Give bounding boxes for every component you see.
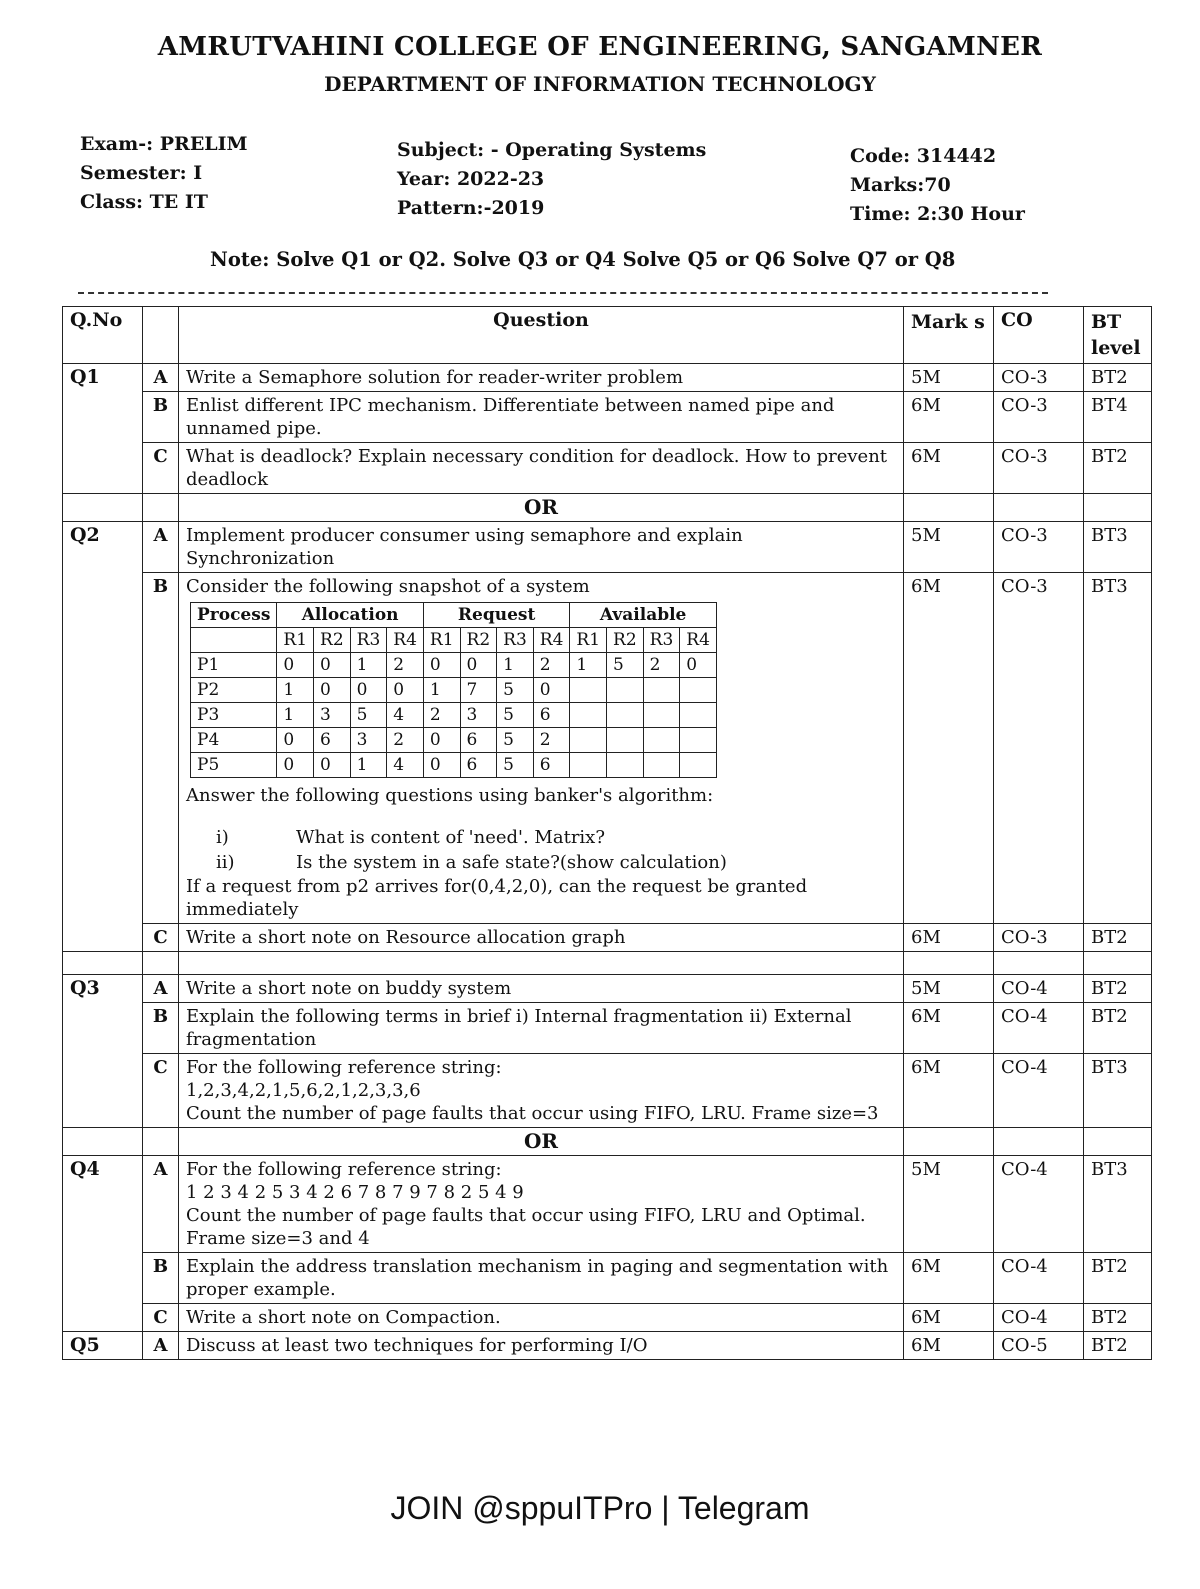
total-marks: Marks:70	[850, 174, 951, 196]
question-number: Q5	[63, 1332, 143, 1360]
snapshot-cell: 1	[423, 678, 460, 703]
co-cell: CO-4	[994, 1253, 1084, 1304]
snapshot-cell: 1	[277, 678, 314, 703]
marks-cell: 6M	[904, 1332, 994, 1360]
pattern: Pattern:-2019	[397, 197, 545, 219]
co-cell: CO-4	[994, 975, 1084, 1003]
snapshot-cell: 0	[680, 653, 717, 678]
or-row	[63, 1128, 1152, 1156]
snapshot-cell: 3	[460, 703, 497, 728]
co-cell: CO-3	[994, 364, 1084, 392]
process-cell: P3	[191, 703, 277, 728]
snapshot-cell: 0	[277, 653, 314, 678]
year: Year: 2022-23	[397, 168, 545, 190]
bt-cell: BT2	[1084, 924, 1152, 952]
process-cell: P4	[191, 728, 277, 753]
group-allocation: Allocation	[277, 603, 424, 628]
snapshot-cell: 0	[314, 753, 351, 778]
question-text: Write a short note on buddy system	[179, 975, 904, 1003]
question-number: Q1	[63, 364, 143, 494]
co-cell: CO-4	[994, 1304, 1084, 1332]
sub-label: B	[143, 1003, 179, 1054]
co-cell: CO-4	[994, 1156, 1084, 1253]
instructions-note: Note: Solve Q1 or Q2. Solve Q3 or Q4 Solve Q5 or Q6 Solve Q7 or Q8	[210, 248, 956, 271]
bankers-request-question: If a request from p2 arrives for(0,4,2,0), can the request be granted immediately	[186, 876, 808, 920]
col-header: R2	[314, 628, 351, 653]
bt-cell: BT3	[1084, 1156, 1152, 1253]
bt-cell: BT2	[1084, 1304, 1152, 1332]
sub-label: B	[143, 392, 179, 443]
snapshot-cell: 0	[533, 678, 570, 703]
snapshot-cell: 5	[497, 703, 534, 728]
snapshot-row	[191, 728, 717, 753]
college-name: AMRUTVAHINI COLLEGE OF ENGINEERING, SANGAMNER	[157, 32, 1043, 62]
snapshot-cell	[570, 753, 607, 778]
snapshot-cell: 7	[460, 678, 497, 703]
table-row	[63, 924, 1152, 952]
exam-meta-right	[850, 142, 1025, 229]
marks-cell: 5M	[904, 1156, 994, 1253]
marks-cell: 6M	[904, 1054, 994, 1128]
table-row	[63, 1253, 1152, 1304]
co-cell: CO-4	[994, 1003, 1084, 1054]
snapshot-cell	[680, 728, 717, 753]
col-header: R1	[277, 628, 314, 653]
table-row	[63, 364, 1152, 392]
dashed-divider	[78, 292, 1048, 294]
snapshot-cell: 2	[643, 653, 680, 678]
snapshot-cell	[570, 678, 607, 703]
snapshot-cell	[643, 703, 680, 728]
col-header: R3	[350, 628, 387, 653]
header-bt: BT level	[1084, 307, 1152, 364]
col-header: R2	[460, 628, 497, 653]
question-number: Q3	[63, 975, 143, 1128]
sub-label: C	[143, 924, 179, 952]
header-marks: Mark s	[904, 307, 994, 364]
snapshot-cell: 0	[277, 728, 314, 753]
snapshot-cell: 0	[387, 678, 424, 703]
sub-label: A	[143, 522, 179, 573]
snapshot-cell: 4	[387, 753, 424, 778]
col-header: R3	[643, 628, 680, 653]
list-text: What is content of 'need'. Matrix?	[296, 827, 605, 848]
snapshot-cell: 2	[423, 703, 460, 728]
bt-cell: BT3	[1084, 522, 1152, 573]
col-header: R1	[570, 628, 607, 653]
co-cell: CO-3	[994, 573, 1084, 924]
snapshot-cell: 1	[277, 703, 314, 728]
process-cell: P2	[191, 678, 277, 703]
question-text: What is deadlock? Explain necessary condition for deadlock. How to prevent deadlock	[179, 443, 904, 494]
header-co: CO	[994, 307, 1084, 364]
marks-cell: 6M	[904, 1003, 994, 1054]
snapshot-cell	[680, 753, 717, 778]
header-question: Question	[179, 307, 904, 364]
marks-cell: 5M	[904, 522, 994, 573]
snapshot-cell: 5	[497, 753, 534, 778]
question-text: Write a Semaphore solution for reader-writer problem	[179, 364, 904, 392]
process-cell: P1	[191, 653, 277, 678]
group-process: Process	[191, 603, 277, 628]
sub-label: A	[143, 1156, 179, 1253]
table-header-row	[63, 307, 1152, 364]
bankers-question-list	[216, 825, 896, 875]
co-cell: CO-5	[994, 1332, 1084, 1360]
co-cell: CO-3	[994, 924, 1084, 952]
list-text: Is the system in a safe state?(show calculation)	[296, 852, 727, 873]
group-available: Available	[570, 603, 717, 628]
table-row	[63, 1156, 1152, 1253]
snapshot-cell: 6	[314, 728, 351, 753]
snapshot-cell	[643, 678, 680, 703]
snapshot-cell: 0	[314, 653, 351, 678]
snapshot-cell: 2	[533, 728, 570, 753]
snapshot-cell: 6	[533, 703, 570, 728]
snapshot-cell: 5	[497, 678, 534, 703]
col-header: R4	[680, 628, 717, 653]
sub-label: C	[143, 443, 179, 494]
bt-cell: BT3	[1084, 573, 1152, 924]
snapshot-cell: 0	[350, 678, 387, 703]
snapshot-cell: 5	[350, 703, 387, 728]
sub-label: A	[143, 1332, 179, 1360]
snapshot-cell: 6	[460, 753, 497, 778]
co-cell: CO-4	[994, 1054, 1084, 1128]
question-text-banker	[179, 573, 904, 924]
reference-string: 1,2,3,4,2,1,5,6,2,1,2,3,3,6	[186, 1080, 421, 1101]
marks-cell: 5M	[904, 975, 994, 1003]
snapshot-cell: 2	[533, 653, 570, 678]
snapshot-cell: 1	[350, 753, 387, 778]
subject: Subject: - Operating Systems	[397, 139, 707, 161]
snapshot-cell	[607, 753, 644, 778]
sub-label: A	[143, 975, 179, 1003]
snapshot-col-header	[191, 628, 717, 653]
sub-label: C	[143, 1054, 179, 1128]
question-number: Q4	[63, 1156, 143, 1332]
table-row	[63, 1054, 1152, 1128]
snapshot-cell: 1	[350, 653, 387, 678]
snapshot-cell	[643, 753, 680, 778]
bt-cell: BT4	[1084, 392, 1152, 443]
snapshot-cell: 0	[314, 678, 351, 703]
snapshot-cell	[607, 728, 644, 753]
snapshot-body	[191, 653, 717, 778]
snapshot-intro: Consider the following snapshot of a system	[186, 576, 590, 597]
col-header: R2	[607, 628, 644, 653]
table-row	[63, 1332, 1152, 1360]
snapshot-row	[191, 703, 717, 728]
snapshot-row	[191, 653, 717, 678]
department-name: DEPARTMENT OF INFORMATION TECHNOLOGY	[324, 72, 876, 96]
or-separator: OR	[179, 494, 904, 522]
sub-label: B	[143, 573, 179, 924]
snapshot-cell: 0	[460, 653, 497, 678]
marks-cell: 5M	[904, 364, 994, 392]
snapshot-cell	[680, 678, 717, 703]
subject-code: Code: 314442	[850, 145, 997, 167]
snapshot-cell: 6	[533, 753, 570, 778]
class: Class: TE IT	[80, 191, 208, 213]
marks-cell: 6M	[904, 573, 994, 924]
exam-meta-center	[397, 136, 706, 223]
co-cell: CO-3	[994, 522, 1084, 573]
marks-cell: 6M	[904, 443, 994, 494]
snapshot-cell: 0	[423, 728, 460, 753]
bt-cell: BT2	[1084, 975, 1152, 1003]
snapshot-cell: 5	[497, 728, 534, 753]
snapshot-row	[191, 678, 717, 703]
snapshot-cell: 2	[387, 653, 424, 678]
list-item	[216, 850, 896, 875]
col-header: R3	[497, 628, 534, 653]
bt-cell: BT2	[1084, 1332, 1152, 1360]
col-header: R1	[423, 628, 460, 653]
marks-cell: 6M	[904, 1304, 994, 1332]
snapshot-cell: 1	[497, 653, 534, 678]
sub-label: A	[143, 364, 179, 392]
question-table	[62, 306, 1152, 1360]
telegram-footer: JOIN @sppuITPro | Telegram	[390, 1490, 810, 1526]
or-row	[63, 494, 1152, 522]
table-row	[63, 1304, 1152, 1332]
table-row	[63, 443, 1152, 494]
snapshot-cell	[643, 728, 680, 753]
table-row	[63, 392, 1152, 443]
group-request: Request	[423, 603, 570, 628]
exam-time: Time: 2:30 Hour	[850, 203, 1025, 225]
question-text: Write a short note on Compaction.	[179, 1304, 904, 1332]
snapshot-cell: 1	[570, 653, 607, 678]
question-text: Implement producer consumer using semaphore and explain Synchronization	[179, 522, 904, 573]
question-line: For the following reference string:	[186, 1057, 502, 1078]
spacer-row	[63, 952, 1152, 975]
co-cell: CO-3	[994, 392, 1084, 443]
snapshot-cell: 5	[607, 653, 644, 678]
question-text: Explain the address translation mechanism in paging and segmentation with proper example.	[179, 1253, 904, 1304]
marks-cell: 6M	[904, 924, 994, 952]
header-qno: Q.No	[63, 307, 143, 364]
snapshot-cell: 3	[314, 703, 351, 728]
bt-cell: BT2	[1084, 443, 1152, 494]
snapshot-cell	[680, 703, 717, 728]
table-row	[63, 975, 1152, 1003]
table-row	[63, 522, 1152, 573]
snapshot-cell: 2	[387, 728, 424, 753]
co-cell: CO-3	[994, 443, 1084, 494]
snapshot-cell: 0	[423, 653, 460, 678]
col-header: R4	[387, 628, 424, 653]
snapshot-cell: 4	[387, 703, 424, 728]
bt-cell: BT3	[1084, 1054, 1152, 1128]
bankers-instruction: Answer the following questions using banker's algorithm:	[186, 785, 714, 806]
bt-cell: BT2	[1084, 1253, 1152, 1304]
question-line: Count the number of page faults that occur using FIFO, LRU and Optimal. Frame size=3 and 4	[186, 1205, 866, 1249]
question-text: Enlist different IPC mechanism. Differentiate between named pipe and unnamed pipe.	[179, 392, 904, 443]
marks-cell: 6M	[904, 392, 994, 443]
question-text: Write a short note on Resource allocation graph	[179, 924, 904, 952]
sub-label: C	[143, 1304, 179, 1332]
table-row	[63, 573, 1152, 924]
list-item	[216, 825, 896, 850]
list-number: ii)	[216, 852, 235, 873]
col-header: R4	[533, 628, 570, 653]
question-line: For the following reference string:	[186, 1159, 502, 1180]
snapshot-cell: 0	[423, 753, 460, 778]
question-text: Explain the following terms in brief i) Internal fragmentation ii) External fragmentation	[179, 1003, 904, 1054]
bt-cell: BT2	[1084, 1003, 1152, 1054]
process-cell: P5	[191, 753, 277, 778]
question-text	[179, 1156, 904, 1253]
snapshot-cell	[607, 678, 644, 703]
exam-type: Exam-: PRELIM	[80, 133, 248, 155]
reference-string: 1 2 3 4 2 5 3 4 2 6 7 8 7 9 7 8 2 5 4 9	[186, 1182, 524, 1203]
or-separator: OR	[179, 1128, 904, 1156]
sub-label: B	[143, 1253, 179, 1304]
bankers-snapshot-table	[190, 602, 717, 778]
question-line: Count the number of page faults that occur using FIFO, LRU. Frame size=3	[186, 1103, 879, 1124]
snapshot-cell	[570, 728, 607, 753]
exam-meta-left	[80, 130, 248, 217]
snapshot-cell	[607, 703, 644, 728]
question-text: Discuss at least two techniques for performing I/O	[179, 1332, 904, 1360]
snapshot-group-header	[191, 603, 717, 628]
snapshot-cell: 0	[277, 753, 314, 778]
bt-cell: BT2	[1084, 364, 1152, 392]
snapshot-cell	[570, 703, 607, 728]
semester: Semester: I	[80, 162, 203, 184]
marks-cell: 6M	[904, 1253, 994, 1304]
table-row	[63, 1003, 1152, 1054]
question-number: Q2	[63, 522, 143, 952]
snapshot-cell: 6	[460, 728, 497, 753]
snapshot-row	[191, 753, 717, 778]
list-number: i)	[216, 827, 229, 848]
question-text	[179, 1054, 904, 1128]
snapshot-cell: 3	[350, 728, 387, 753]
